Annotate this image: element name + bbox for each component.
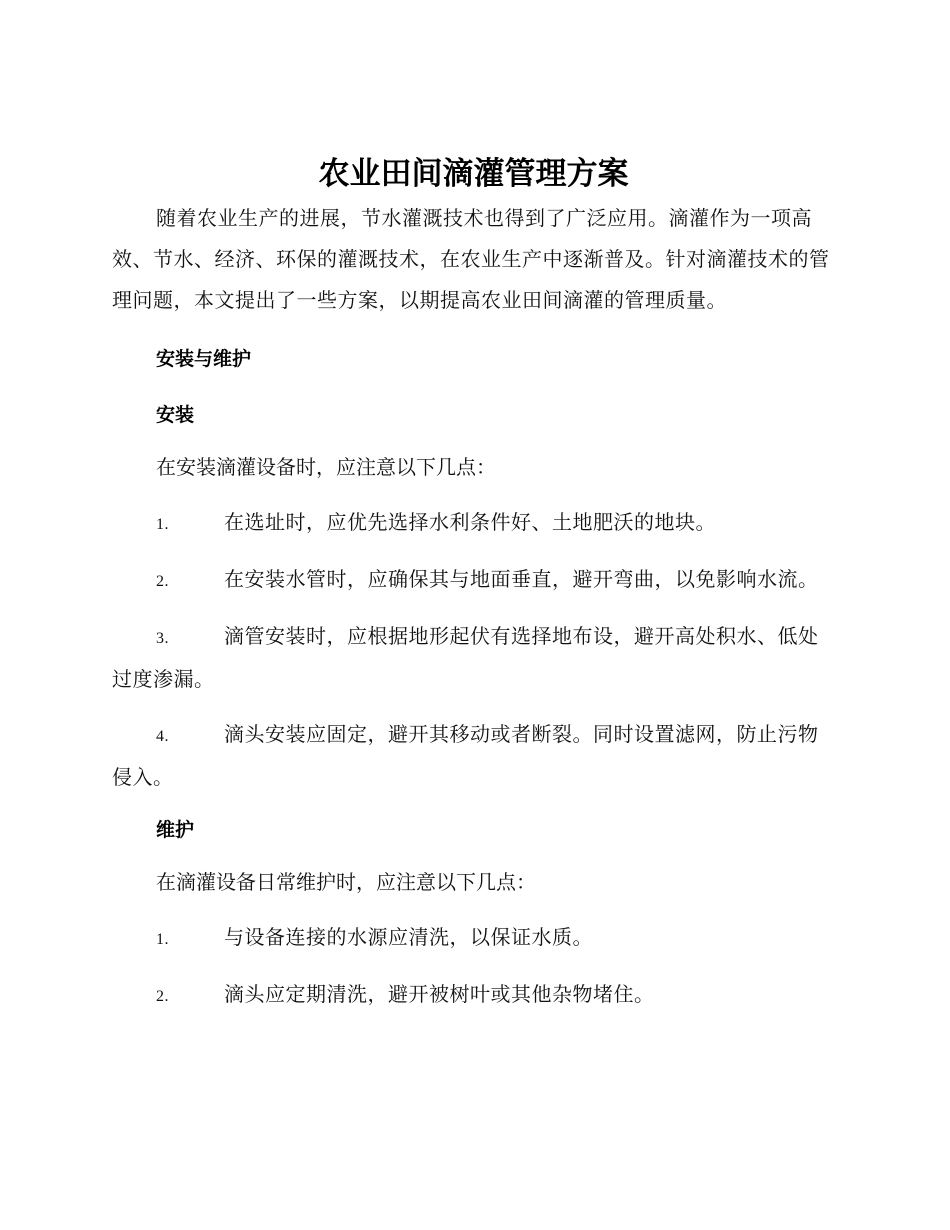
install-lead: 在安装滴灌设备时，应注意以下几点： — [156, 455, 496, 479]
list-number: 4. — [156, 728, 169, 745]
list-item — [112, 714, 835, 798]
list-item — [112, 974, 835, 1017]
intro-paragraph: 随着农业生产的进展，节水灌溉技术也得到了广泛应用。滴灌作为一项高效、节水、经济、环保的灌溉技术，在农业生产中逐渐普及。针对滴灌技术的管理问题，本文提出了一些方案，以期提高农业田间滴灌的管理质量。 — [112, 206, 830, 312]
install-heading: 安装 — [156, 404, 195, 426]
maintain-heading: 维护 — [156, 819, 195, 841]
document-page — [112, 150, 835, 1017]
list-text: 滴管安装时，应根据地形起伏有选择地布设，避开高处积水、低处过度渗漏。 — [112, 624, 819, 691]
list-number: 2. — [156, 988, 169, 1005]
list-item — [112, 917, 835, 960]
list-text: 在安装水管时，应确保其与地面垂直，避开弯曲，以免影响水流。 — [224, 567, 819, 591]
list-number: 1. — [156, 516, 169, 533]
list-number: 2. — [156, 573, 169, 590]
list-item — [112, 502, 835, 545]
list-text: 在选址时，应优先选择水利条件好、土地肥沃的地块。 — [224, 510, 716, 534]
list-number: 3. — [156, 630, 169, 647]
list-text: 滴头安装应固定，避开其移动或者断裂。同时设置滤网，防止污物侵入。 — [112, 722, 819, 789]
section-heading: 安装与维护 — [156, 348, 252, 370]
list-text: 滴头应定期清洗，避开被树叶或其他杂物堵住。 — [224, 982, 655, 1006]
list-number: 1. — [156, 931, 169, 948]
document-title: 农业田间滴灌管理方案 — [318, 156, 629, 192]
maintain-lead: 在滴灌设备日常维护时，应注意以下几点： — [156, 870, 536, 894]
list-text: 与设备连接的水源应清洗，以保证水质。 — [224, 925, 593, 949]
list-item — [112, 616, 835, 700]
list-item — [112, 559, 835, 602]
